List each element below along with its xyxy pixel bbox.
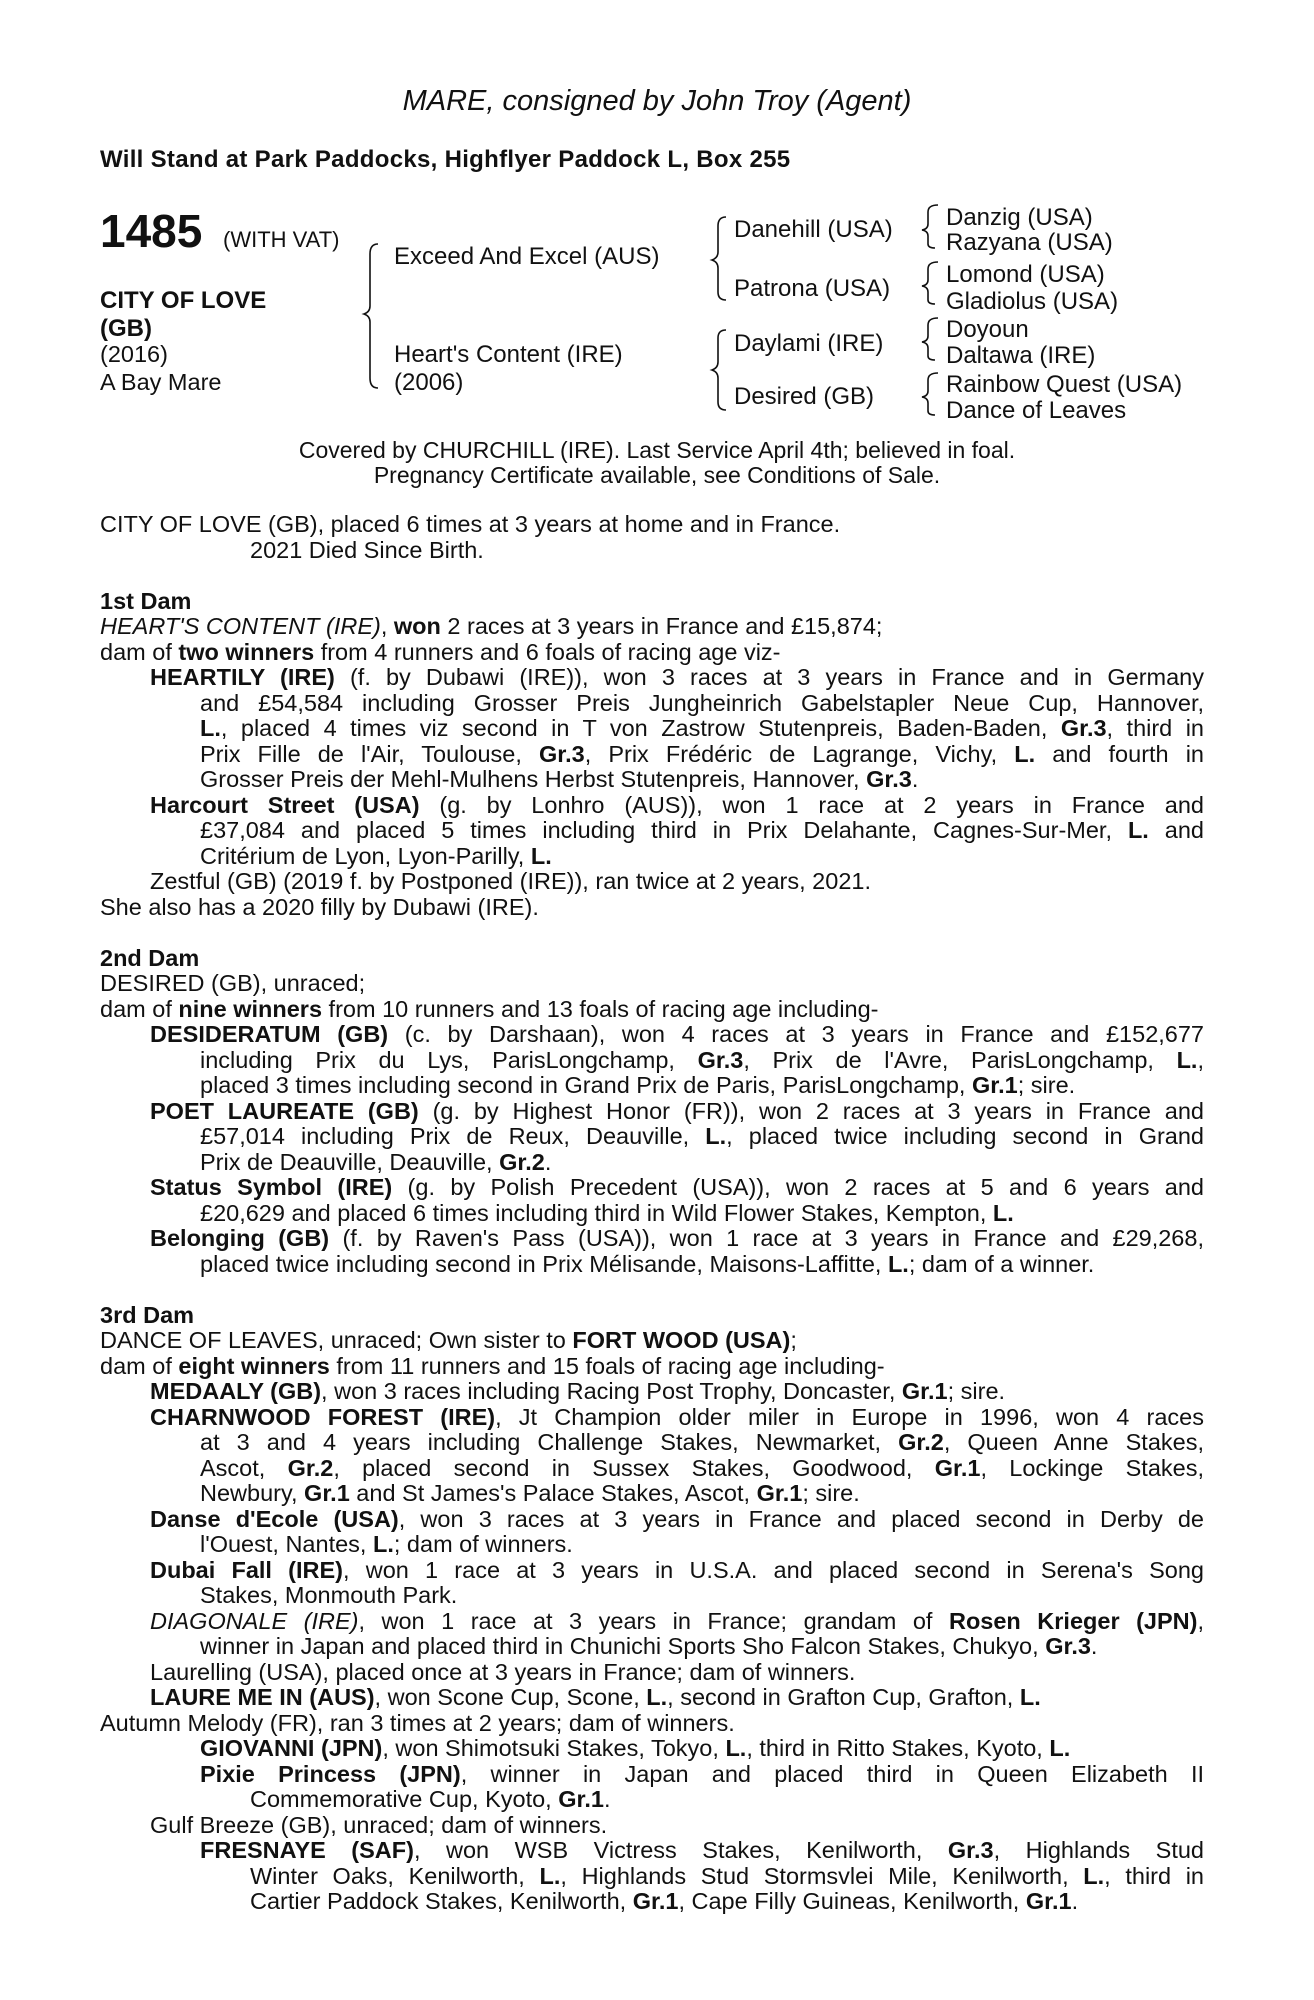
covered-line1: Covered by CHURCHILL (IRE). Last Service April 4th; believed in foal. (298, 437, 1016, 463)
pedigree-g1: Danzig (USA) (946, 204, 1093, 231)
first-dam-entry-zestful: Zestful (GB) (2019 f. by Postponed (IRE)), ran twice at 2 years, 2021. (150, 868, 871, 894)
horse-description: A Bay Mare (100, 369, 222, 395)
lot-number: 1485 (100, 205, 203, 257)
second-dam-heading: 2nd Dam (100, 944, 200, 971)
pedigree-g7: Rainbow Quest (USA) (946, 371, 1183, 398)
pedigree-braces (0, 0, 1314, 430)
covered-line2: Pregnancy Certificate available, see Conditions of Sale. (373, 462, 941, 488)
intro-line2: 2021 Died Since Birth. (250, 536, 484, 563)
stand-location: Will Stand at Park Paddocks, Highflyer Paddock L, Box 255 (100, 146, 791, 173)
pedigree-dam-year: (2006) (394, 369, 464, 396)
pedigree-g5: Doyoun (946, 316, 1029, 343)
pedigree-dam-dam: Desired (GB) (734, 383, 875, 410)
horse-name-line2: (GB) (100, 315, 152, 342)
horse-name-line1: CITY OF LOVE (100, 287, 267, 314)
third-dam-entry-diagonale: DIAGONALE (IRE), won 1 race at 3 years in France; grandam of Rosen Krieger (JPN), winner in Japan and placed third in Chunichi Sports Sho Falcon Stakes, Chukyo, Gr.3. (150, 1607, 1204, 1659)
third-dam-entry-giovanni: GIOVANNI (JPN), won Shimotsuki Stakes, Tokyo, L., third in Ritto Stakes, Kyoto, L. (200, 1735, 1071, 1761)
third-dam-entry-fresnaye: FRESNAYE (SAF), won WSB Victress Stakes, Kenilworth, Gr.3, Highlands Stud Winter Oaks, Kenilworth, L., Highlands Stud Stormsvlei Mile, Kenilworth, L., third in Cartier Paddock Stakes, Kenilworth, Gr.1, Cape Filly Guineas, Kenilworth, Gr.1. (200, 1837, 1205, 1914)
first-dam-line1: HEART'S CONTENT (IRE), won 2 races at 3 years in France and £15,874; (100, 613, 883, 639)
pedigree-g3: Lomond (USA) (946, 261, 1105, 288)
pedigree-dam-sire: Daylami (IRE) (734, 330, 884, 357)
third-dam-entry-laure-me-in: LAURE ME IN (AUS), won Scone Cup, Scone, L., second in Grafton Cup, Grafton, L. (150, 1684, 1041, 1710)
pedigree-sire: Exceed And Excel (AUS) (394, 243, 660, 270)
third-dam-entry-dubai-fall: Dubai Fall (IRE), won 1 race at 3 years in U.S.A. and placed second in Serena's Song Stakes, Monmouth Park. (150, 1556, 1204, 1608)
intro-line1: CITY OF LOVE (GB), placed 6 times at 3 years at home and in France. (100, 511, 841, 537)
pedigree-g2: Razyana (USA) (946, 229, 1113, 256)
first-dam-line2: dam of two winners from 4 runners and 6 foals of racing age viz- (100, 638, 781, 665)
covered-note (0, 438, 1314, 488)
second-dam-entry-desideratum: DESIDERATUM (GB) (c. by Darshaan), won 4 races at 3 years in France and £152,677 including Prix du Lys, ParisLongchamp, Gr.3, Prix de l'Avre, ParisLongchamp, L., placed 3 times including second in Grand Prix de Paris, ParisLongchamp, Gr.1; sire. (150, 1021, 1205, 1098)
second-dam-entry-belonging: Belonging (GB) (f. by Raven's Pass (USA)), won 1 race at 3 years in France and £29,268, placed twice including second in Prix Mélisande, Maisons-Laffitte, L.; dam of a winner. (150, 1225, 1204, 1277)
third-dam-entry-gulf-breeze: Gulf Breeze (GB), unraced; dam of winners. (150, 1811, 608, 1838)
catalogue-body (100, 512, 1204, 1915)
pedigree-g4: Gladiolus (USA) (946, 288, 1119, 315)
third-dam-entry-charnwood: CHARNWOOD FOREST (IRE), Jt Champion older miler in Europe in 1996, won 4 races at 3 and 4 years including Challenge Stakes, Newmarket, Gr.2, Queen Anne Stakes, Ascot, Gr.2, placed second in Sussex Stakes, Goodwood, Gr.1, Lockinge Stakes, Newbury, Gr.1 and St James's Palace Stakes, Ascot, Gr.1; sire. (150, 1403, 1204, 1506)
second-dam-entry-poet-laureate: POET LAUREATE (GB) (g. by Highest Honor (FR)), won 2 races at 3 years in France and £57,014 including Prix de Reux, Deauville, L., placed twice including second in Grand Prix de Deauville, Deauville, Gr.2. (150, 1097, 1205, 1175)
third-dam-entry-danse-decole: Danse d'Ecole (USA), won 3 races at 3 years in France and placed second in Derby de l'Ouest, Nantes, L.; dam of winners. (150, 1505, 1204, 1557)
second-dam-line1: DESIRED (GB), unraced; (100, 970, 366, 996)
third-dam-heading: 3rd Dam (100, 1301, 195, 1328)
third-dam-entry-pixie-princess: Pixie Princess (JPN), winner in Japan and placed third in Queen Elizabeth II Commemorative Cup, Kyoto, Gr.1. (200, 1760, 1204, 1812)
pedigree-g8: Dance of Leaves (946, 397, 1127, 424)
third-dam-entry-laurelling: Laurelling (USA), placed once at 3 years in France; dam of winners. (150, 1658, 856, 1685)
third-dam-line1: DANCE OF LEAVES, unraced; Own sister to FORT WOOD (USA); (100, 1327, 797, 1353)
third-dam-line2: dam of eight winners from 11 runners and 15 foals of racing age including- (100, 1352, 885, 1379)
lot-vat-note: (WITH VAT) (223, 227, 340, 252)
pedigree-sire-dam: Patrona (USA) (734, 275, 891, 302)
pedigree-g6: Daltawa (IRE) (946, 342, 1096, 369)
second-dam-entry-status-symbol: Status Symbol (IRE) (g. by Polish Precedent (USA)), won 2 races at 5 and 6 years and £20,629 and placed 6 times including third in Wild Flower Stakes, Kempton, L. (150, 1174, 1204, 1226)
third-dam-entry-medaaly: MEDAALY (GB), won 3 races including Racing Post Trophy, Doncaster, Gr.1; sire. (150, 1378, 1006, 1404)
first-dam-heading: 1st Dam (100, 587, 192, 614)
pedigree-dam: Heart's Content (IRE) (394, 341, 623, 368)
first-dam-entry-heartily: HEARTILY (IRE) (f. by Dubawi (IRE)), won 3 races at 3 years in France and in Germany and £54,584 including Grosser Preis Jungheinrich Gabelstapler Neue Cup, Hannover, L., placed 4 times viz second in T von Zastrow Stutenpreis, Baden-Baden, Gr.3, third in Prix Fille de l'Air, Toulouse, Gr.3, Prix Frédéric de Lagrange, Vichy, L. and fourth in Grosser Preis der Mehl-Mulhens Herbst Stutenpreis, Hannover, Gr.3. (150, 664, 1204, 792)
first-dam-note: She also has a 2020 filly by Dubawi (IRE). (100, 893, 539, 920)
second-dam-line2: dam of nine winners from 10 runners and 13 foals of racing age including- (100, 995, 879, 1022)
first-dam-entry-harcourt: Harcourt Street (USA) (g. by Lonhro (AUS)), won 1 race at 2 years in France and £37,084 and placed 5 times including third in Prix Delahante, Cagnes-Sur-Mer, L. and Critérium de Lyon, Lyon-Parilly, L. (150, 791, 1204, 869)
pedigree-sire-sire: Danehill (USA) (734, 216, 893, 243)
horse-year: (2016) (100, 341, 168, 367)
page-title: MARE, consigned by John Troy (Agent) (402, 85, 912, 117)
third-dam-entry-autumn-melody: Autumn Melody (FR), ran 3 times at 2 years; dam of winners. (100, 1709, 735, 1736)
